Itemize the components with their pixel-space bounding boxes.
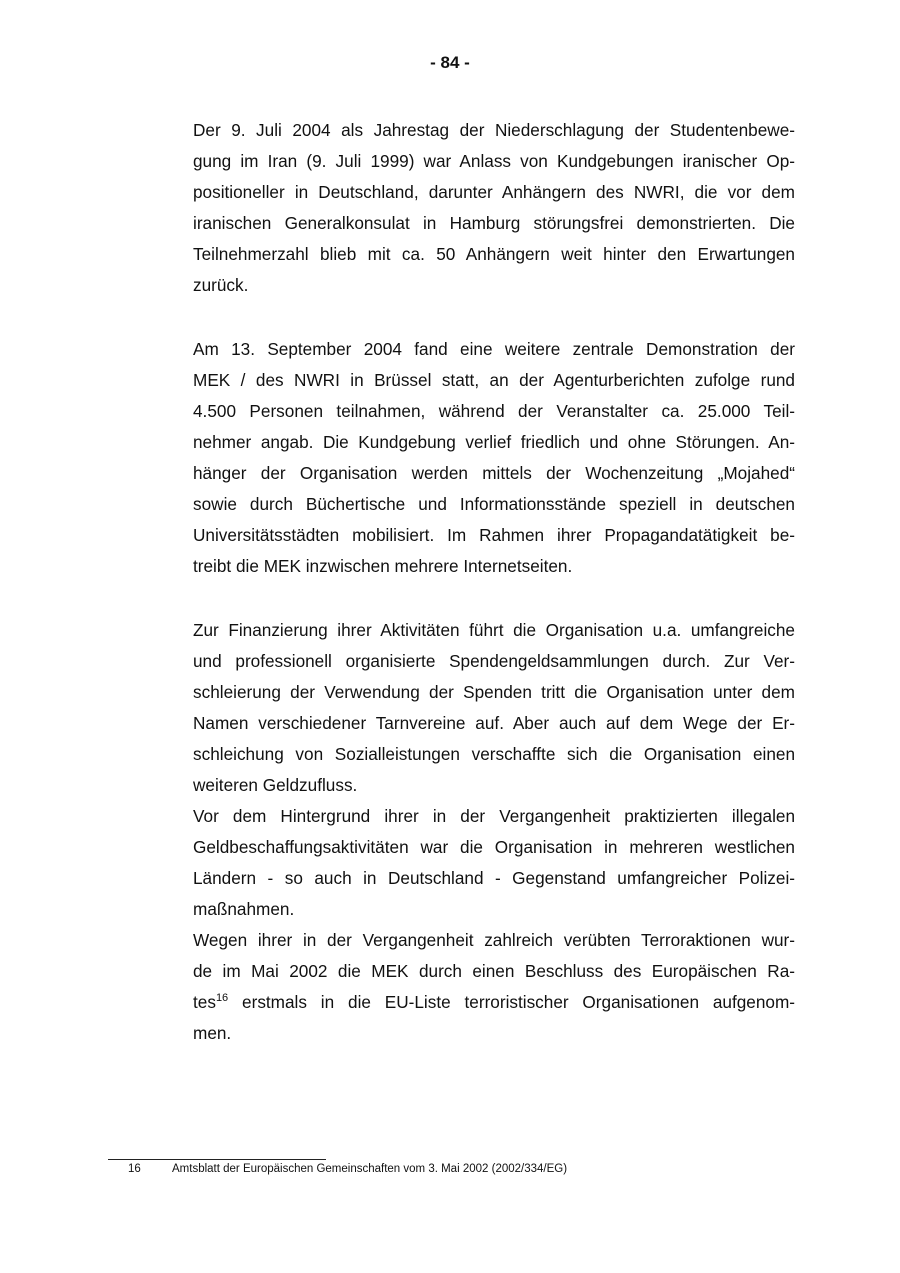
text-line: men. — [193, 1023, 232, 1043]
text-line: schleichung von Sozialleistungen verschaffte sich die Organisation einen — [193, 744, 795, 764]
text-line-with-footnote-ref — [193, 990, 795, 1014]
text-line: Wegen ihrer in der Vergangenheit zahlreich verübten Terroraktionen wur- — [193, 930, 795, 950]
footnote-number: 16 — [128, 1163, 141, 1175]
text-line: maßnahmen. — [193, 899, 295, 919]
text-segment: tes — [193, 992, 216, 1012]
text-line: gung im Iran (9. Juli 1999) war Anlass von Kundgebungen iranischer Op- — [193, 151, 795, 171]
text-line: nehmer angab. Die Kundgebung verlief friedlich und ohne Störungen. An- — [193, 432, 795, 452]
text-line: Namen verschiedener Tarnvereine auf. Aber auch auf dem Wege der Er- — [193, 713, 795, 733]
text-line: iranischen Generalkonsulat in Hamburg störungsfrei demonstrierten. Die — [193, 213, 795, 233]
text-line: 4.500 Personen teilnahmen, während der Veranstalter ca. 25.000 Teil- — [193, 401, 795, 421]
text-line: Vor dem Hintergrund ihrer in der Vergangenheit praktizierten illegalen — [193, 806, 795, 826]
text-line: positioneller in Deutschland, darunter Anhängern des NWRI, die vor dem — [193, 182, 795, 202]
text-line: de im Mai 2002 die MEK durch einen Beschluss des Europäischen Ra- — [193, 961, 795, 981]
text-line: MEK / des NWRI in Brüssel statt, an der Agenturberichten zufolge rund — [193, 370, 795, 390]
text-line: sowie durch Büchertische und Informationsstände speziell in deutschen — [193, 494, 795, 514]
text-line: zurück. — [193, 275, 249, 295]
text-line: treibt die MEK inzwischen mehrere Internetseiten. — [193, 556, 573, 576]
text-line: weiteren Geldzufluss. — [193, 775, 358, 795]
text-line: Der 9. Juli 2004 als Jahrestag der Niederschlagung der Studentenbewe- — [193, 120, 795, 140]
text-segment: erstmals in die EU-Liste terroristischer Organisationen aufgenom- — [242, 992, 795, 1012]
footnote-separator — [108, 1159, 326, 1160]
page-number: - 84 - — [430, 53, 470, 72]
text-line: Universitätsstädten mobilisiert. Im Rahmen ihrer Propagandatätigkeit be- — [193, 525, 795, 545]
text-line: Zur Finanzierung ihrer Aktivitäten führt die Organisation u.a. umfangreiche — [193, 620, 795, 640]
text-line: Geldbeschaffungsaktivitäten war die Organisation in mehreren westlichen — [193, 837, 795, 857]
text-line: Ländern - so auch in Deutschland - Gegenstand umfangreicher Polizei- — [193, 868, 795, 888]
text-line: hänger der Organisation werden mittels der Wochenzeitung „Mojahed“ — [193, 463, 795, 483]
footnote-text: Amtsblatt der Europäischen Gemeinschaften vom 3. Mai 2002 (2002/334/EG) — [172, 1163, 568, 1175]
text-line: Teilnehmerzahl blieb mit ca. 50 Anhängern weit hinter den Erwartungen — [193, 244, 795, 264]
text-line: und professionell organisierte Spendengeldsammlungen durch. Zur Ver- — [193, 651, 795, 671]
text-line: schleierung der Verwendung der Spenden tritt die Organisation unter dem — [193, 682, 795, 702]
text-line: Am 13. September 2004 fand eine weitere zentrale Demonstration der — [193, 339, 795, 359]
footnote-reference[interactable]: 16 — [215, 992, 229, 1004]
